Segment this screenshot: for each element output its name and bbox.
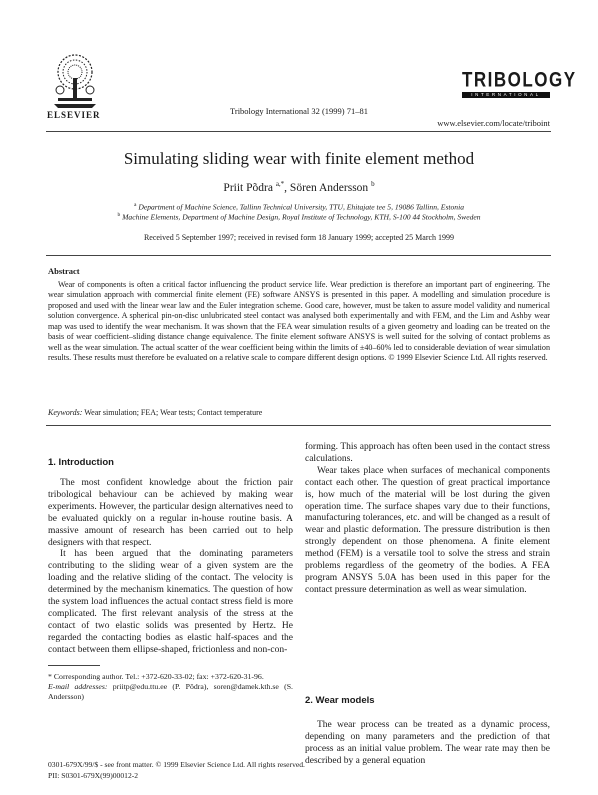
author-1: Priit Põdra xyxy=(223,181,273,194)
abstract-bottom-rule xyxy=(46,425,551,426)
left-column xyxy=(48,478,293,657)
affiliation-a: $^a$ Department of Machine Science, Tallinn Technical University, TTU, Ehitajate tee 5, 19086 Tallinn, Estonia xyxy=(133,202,465,212)
publisher-wordmark: ELSEVIER xyxy=(47,110,101,120)
keywords-list: Wear simulation; FEA; Wear tests; Contact temperature xyxy=(84,408,263,417)
author-line: Priit Põdra $^{a,*}$, Sören Andersson $^b$ xyxy=(223,180,375,194)
elsevier-tree-logo xyxy=(46,52,104,110)
keywords-label: Keywords: xyxy=(48,408,83,417)
affiliation-b: $^b$ Machine Elements, Department of Machine Design, Royal Institute of Technology, KTH, S-100 44 Stockholm, Sweden xyxy=(117,212,481,222)
section-2-heading: 2. Wear models xyxy=(305,695,375,706)
author-2-superscript: b xyxy=(371,180,375,188)
section-1-paragraph-2: It has been argued that the dominating parameters contributing to the sliding wear of a given system are the loading and the relative sliding of the contact. The velocity is determined by the mechanism kinematics. The question of how the system load influences the actual contact stress field is more complicated. The first relevant analysis of the stress at the contact of two elastic solids was presented by Hertz. He regarded the contacting bodies as elastic half-spaces and the contact between them ellipse-shaped, frictionless and non-con- xyxy=(48,549,293,655)
email-addresses[interactable]: priitp@edu.ttu.ee (P. Põdra), soren@damek.kth.se (S. Andersson) xyxy=(48,682,293,702)
author-1-superscript: a,* xyxy=(275,180,285,188)
section-1-heading: 1. Introduction xyxy=(48,457,114,468)
journal-logo-sub: INTERNATIONAL xyxy=(462,92,550,98)
journal-logo xyxy=(462,67,577,98)
section-2-body xyxy=(305,720,550,768)
abstract-body: Wear of components is often a critical factor influencing the product service life. Wear prediction is therefore an important part of engineering. The wear simulation approach with commercial finite element (FE) software ANSYS is presented in this paper. A modelling and simulation procedure is proposed and used with the linear wear law and the Euler integration scheme. Good care, however, must be taken to assure model validity and numerical solution convergence. A spherical pin-on-disc unlubricated steel contact was analysed both experimentally and with FEM, and the Lim and Ashby wear map was used to identify the wear mechanism. It was shown that the FEA wear simulation results of a given geometry and loading can be treated on the basis of wear coefficient–sliding distance change equivalence. The finite element software ANSYS is well suited for the solving of contact problems as well as the wear simulation. The actual scatter of the wear coefficient being within the limits of ±40–60% led to considerable deviation of wear simulation results. These results must therefore be evaluated on a relative scale to compare different design options. © 1999 Elsevier Science Ltd. All rights reserved. xyxy=(48,280,550,363)
corresponding-author-note: * Corresponding author. Tel.: +372-620-33-02; fax: +372-620-31-96. xyxy=(48,672,264,681)
footnote xyxy=(48,672,293,703)
journal-url[interactable]: www.elsevier.com/locate/triboint xyxy=(437,118,550,128)
section-1-paragraph-3: Wear takes place when surfaces of mechanical components contact each other. The question of great practical importance is, how much of the material will be lost during the given operation time. The surface shapes vary due to their functions, manufacturing tolerances, etc. and will be changed as a result of wear and plastic deformation. The pressure distribution is then strongly dependent on those phenomena. A finite element method (FEM) is a versatile tool to solve the stress and strain problems regardless of the geometry of the bodies. A FEA program ANSYS 5.0A has been used in this paper for the contact pressure determination as well as wear simulation. xyxy=(305,465,550,595)
journal-reference: Tribology International 32 (1999) 71–81 xyxy=(229,106,369,116)
header-rule xyxy=(46,131,551,132)
author-2: Sören Andersson xyxy=(289,181,369,194)
email-note xyxy=(48,682,293,702)
received-dates: Received 5 September 1997; received in revised form 18 January 1999; accepted 25 March 1999 xyxy=(143,233,455,242)
article-title: Simulating sliding wear with finite element method xyxy=(123,149,475,168)
journal-logo-main: TRIBOLOGY xyxy=(462,67,577,92)
right-column xyxy=(305,442,550,597)
abstract-top-rule xyxy=(46,255,551,256)
email-label: E-mail addresses: xyxy=(48,682,108,692)
abstract-heading: Abstract xyxy=(48,266,80,276)
section-1-paragraph-2-continued: forming. This approach has often been used in the contact stress calculations. xyxy=(305,442,550,464)
pii-line: PII: S0301-679X(99)00012-2 xyxy=(48,771,139,780)
section-1-paragraph-1: The most confident knowledge about the friction pair tribological behaviour can be achieved by making wear experiments. However, the particular design alternatives need to be evaluated quickly on a regular in-house routine basis. A massive amount of research has been carried out to help designers with that respect. xyxy=(48,478,293,548)
section-2-paragraph-1: The wear process can be treated as a dynamic process, depending on many parameters and the prediction of that process as an initial value problem. The wear rate may then be described by a general equation xyxy=(305,720,550,766)
keywords xyxy=(48,408,262,417)
copyright-line: 0301-679X/99/$ - see front matter. © 1999 Elsevier Science Ltd. All rights reserved. xyxy=(48,760,305,769)
footnote-rule xyxy=(48,665,100,666)
